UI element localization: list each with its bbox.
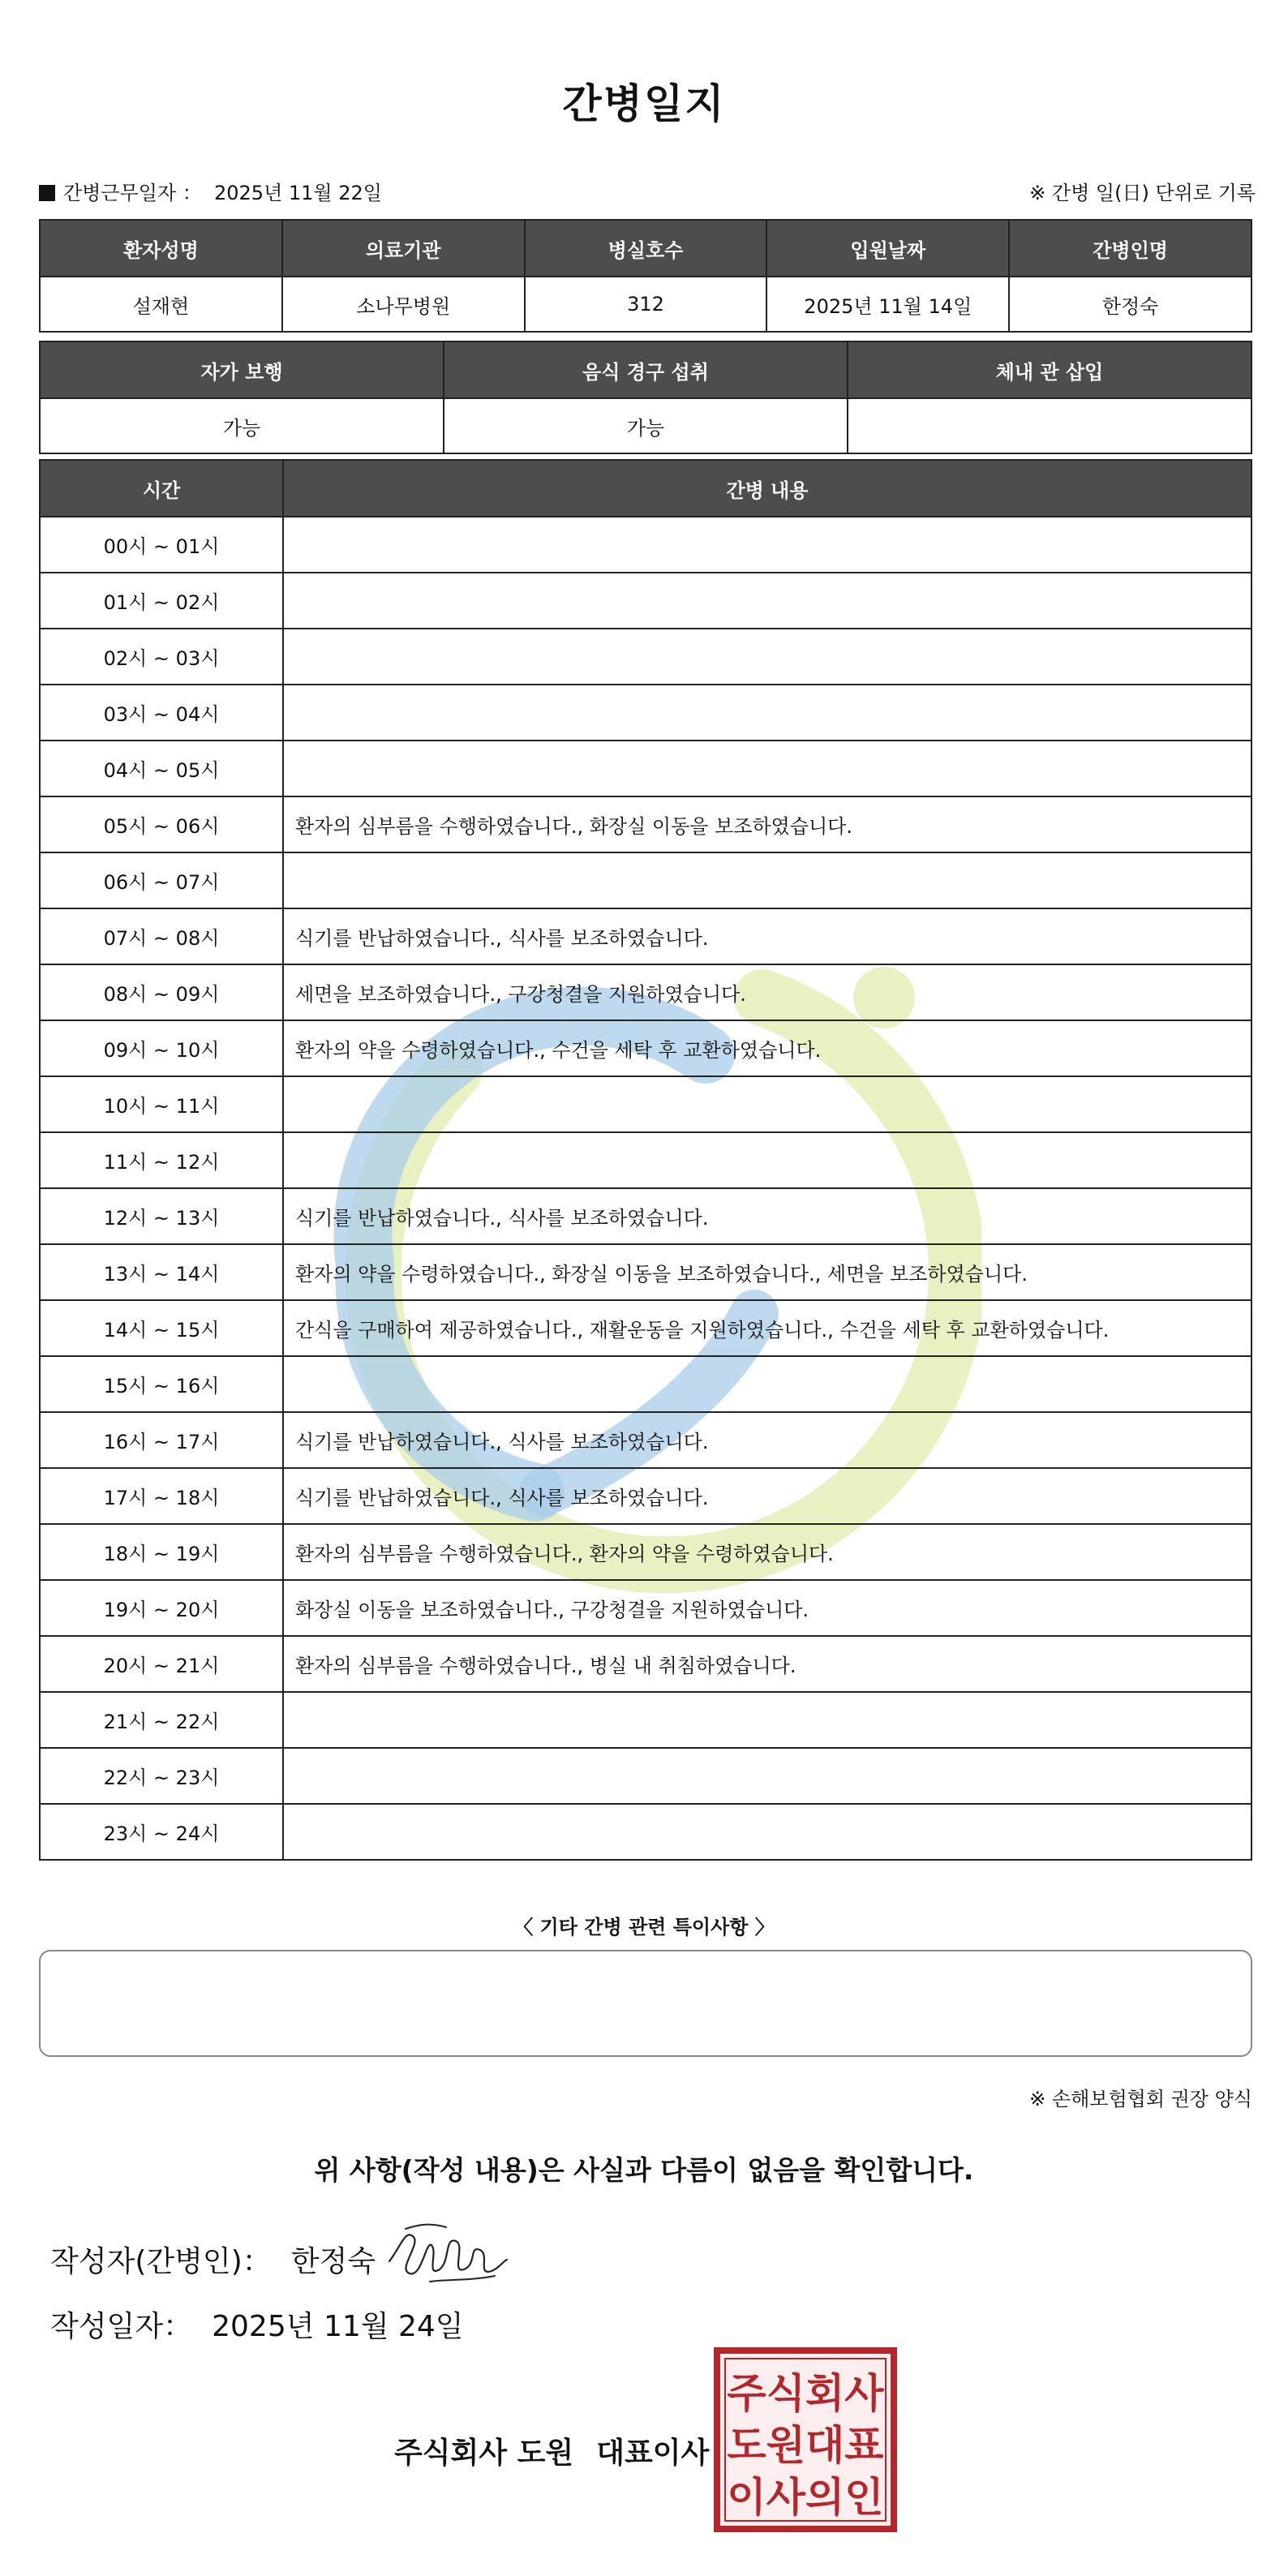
time-slot: 05시 ~ 06시	[40, 796, 283, 852]
care-content	[283, 1132, 1252, 1188]
table-row	[40, 1244, 1252, 1300]
table-row	[40, 741, 1252, 796]
care-content: 세면을 보조하였습니다., 구강청결을 지원하였습니다.	[283, 964, 1252, 1020]
care-content: 간식을 구매하여 제공하였습니다., 재활운동을 지원하였습니다., 수건을 세탁 후 교환하였습니다.	[283, 1300, 1252, 1356]
seal-line-2: 도원대표	[727, 2422, 884, 2469]
caregiver-name: 한정숙	[1009, 277, 1252, 332]
self-walking: 가능	[40, 398, 444, 453]
table-row	[40, 1132, 1252, 1188]
care-content	[283, 1356, 1252, 1412]
time-slot: 03시 ~ 04시	[40, 685, 283, 741]
time-slot: 14시 ~ 15시	[40, 1300, 283, 1356]
table-row	[40, 1748, 1252, 1804]
remarks-box	[39, 1950, 1252, 2057]
care-content: 환자의 심부름을 수행하였습니다., 환자의 약을 수령하였습니다.	[283, 1524, 1252, 1580]
table-row	[40, 1580, 1252, 1636]
handwritten-signature	[381, 2213, 511, 2294]
table-row	[40, 1356, 1252, 1412]
page-title: 간병일지	[562, 80, 726, 127]
time-slot: 18시 ~ 19시	[40, 1524, 283, 1580]
time-slot: 09시 ~ 10시	[40, 1020, 283, 1076]
time-slot: 01시 ~ 02시	[40, 573, 283, 629]
company-seal	[714, 2347, 897, 2532]
square-bullet-icon	[39, 185, 55, 201]
header-self-walking: 자가 보행	[40, 341, 444, 398]
company-name: 주식회사 도원	[394, 2436, 574, 2470]
time-slot: 00시 ~ 01시	[40, 517, 283, 573]
care-content: 환자의 약을 수령하였습니다., 수건을 세탁 후 교환하였습니다.	[283, 1020, 1252, 1076]
header-hospital: 의료기관	[282, 220, 525, 277]
header-care-content: 간병 내용	[283, 460, 1252, 517]
writer-label: 작성자(간병인)：	[50, 2245, 272, 2278]
table-row	[40, 1804, 1252, 1860]
care-content: 환자의 심부름을 수행하였습니다., 병실 내 취침하였습니다.	[283, 1636, 1252, 1692]
time-slot: 04시 ~ 05시	[40, 741, 283, 796]
care-date-value: 2025년 11월 22일	[214, 182, 382, 204]
writer-name: 한정숙	[290, 2245, 376, 2278]
table-row	[40, 1300, 1252, 1356]
header-patient-name: 환자성명	[40, 220, 282, 277]
table-row	[40, 1692, 1252, 1748]
time-slot: 12시 ~ 13시	[40, 1188, 283, 1244]
remarks-title: 〈 기타 간병 관련 특이사항 〉	[513, 1916, 775, 1938]
care-content	[283, 741, 1252, 796]
table-row	[40, 1524, 1252, 1580]
care-content	[283, 852, 1252, 908]
tube-insertion	[848, 398, 1252, 453]
care-date-line	[39, 177, 382, 205]
written-date-value: 2025년 11월 24일	[212, 2310, 464, 2343]
time-slot: 07시 ~ 08시	[40, 908, 283, 964]
header-tube-insertion: 체내 관 삽입	[848, 341, 1252, 398]
care-content	[283, 629, 1252, 685]
table-row	[40, 1020, 1252, 1076]
representative-title: 대표이사	[596, 2436, 710, 2470]
company-representative	[394, 2430, 709, 2471]
table-row	[40, 796, 1252, 852]
patient-info-table	[39, 219, 1252, 333]
time-slot: 21시 ~ 22시	[40, 1692, 283, 1748]
header-time: 시간	[40, 460, 283, 517]
time-slot: 22시 ~ 23시	[40, 1748, 283, 1804]
table-row	[40, 1076, 1252, 1132]
time-slot: 19시 ~ 20시	[40, 1580, 283, 1636]
recommend-note: ※ 손해보험협회 권장 양식	[1029, 2088, 1252, 2110]
care-content	[283, 1804, 1252, 1860]
care-content: 식기를 반납하였습니다., 식사를 보조하였습니다.	[283, 1188, 1252, 1244]
care-content	[283, 1076, 1252, 1132]
care-content	[283, 573, 1252, 629]
table-row	[40, 1412, 1252, 1468]
record-unit-note: ※ 간병 일(日) 단위로 기록	[1029, 182, 1256, 204]
hospital: 소나무병원	[282, 277, 525, 332]
table-row	[40, 629, 1252, 685]
header-admission-date: 입원날짜	[766, 220, 1009, 277]
seal-line-3: 이사의인	[727, 2474, 884, 2521]
admission-date: 2025년 11월 14일	[766, 277, 1009, 332]
time-slot: 17시 ~ 18시	[40, 1468, 283, 1524]
table-row	[40, 852, 1252, 908]
table-row	[40, 1636, 1252, 1692]
care-content: 환자의 심부름을 수행하였습니다., 화장실 이동을 보조하였습니다.	[283, 796, 1252, 852]
time-slot: 06시 ~ 07시	[40, 852, 283, 908]
table-row	[40, 685, 1252, 741]
care-content	[283, 685, 1252, 741]
time-slot: 23시 ~ 24시	[40, 1804, 283, 1860]
time-slot: 13시 ~ 14시	[40, 1244, 283, 1300]
care-content	[283, 1692, 1252, 1748]
care-content: 식기를 반납하였습니다., 식사를 보조하였습니다.	[283, 1468, 1252, 1524]
seal-line-1: 주식회사	[727, 2370, 884, 2417]
care-date-label: 간병근무일자 ：	[63, 182, 202, 204]
confirmation-statement: 위 사항(작성 내용)은 사실과 다름이 없음을 확인합니다.	[314, 2154, 974, 2186]
time-slot: 16시 ~ 17시	[40, 1412, 283, 1468]
table-row	[40, 517, 1252, 573]
oral-intake: 가능	[444, 398, 848, 453]
care-content: 환자의 약을 수령하였습니다., 화장실 이동을 보조하였습니다., 세면을 보조하였습니다.	[283, 1244, 1252, 1300]
care-log-table	[39, 459, 1252, 1861]
care-content	[283, 1748, 1252, 1804]
header-caregiver-name: 간병인명	[1009, 220, 1252, 277]
care-content	[283, 517, 1252, 573]
time-slot: 20시 ~ 21시	[40, 1636, 283, 1692]
time-slot: 10시 ~ 11시	[40, 1076, 283, 1132]
written-date-line	[50, 2303, 464, 2345]
time-slot: 15시 ~ 16시	[40, 1356, 283, 1412]
table-row	[40, 908, 1252, 964]
time-slot: 08시 ~ 09시	[40, 964, 283, 1020]
table-row	[40, 573, 1252, 629]
care-content: 화장실 이동을 보조하였습니다., 구강청결을 지원하였습니다.	[283, 1580, 1252, 1636]
time-slot: 11시 ~ 12시	[40, 1132, 283, 1188]
patient-status-table	[39, 341, 1252, 454]
writer-line	[50, 2239, 376, 2280]
table-row	[40, 1468, 1252, 1524]
written-date-label: 작성일자：	[50, 2310, 193, 2343]
table-row	[40, 964, 1252, 1020]
table-row	[40, 1188, 1252, 1244]
header-oral-intake: 음식 경구 섭취	[444, 341, 848, 398]
time-slot: 02시 ~ 03시	[40, 629, 283, 685]
patient-name: 설재현	[40, 277, 282, 332]
care-content: 식기를 반납하였습니다., 식사를 보조하였습니다.	[283, 908, 1252, 964]
header-room-number: 병실호수	[525, 220, 767, 277]
room-number: 312	[525, 277, 767, 332]
care-content: 식기를 반납하였습니다., 식사를 보조하였습니다.	[283, 1412, 1252, 1468]
